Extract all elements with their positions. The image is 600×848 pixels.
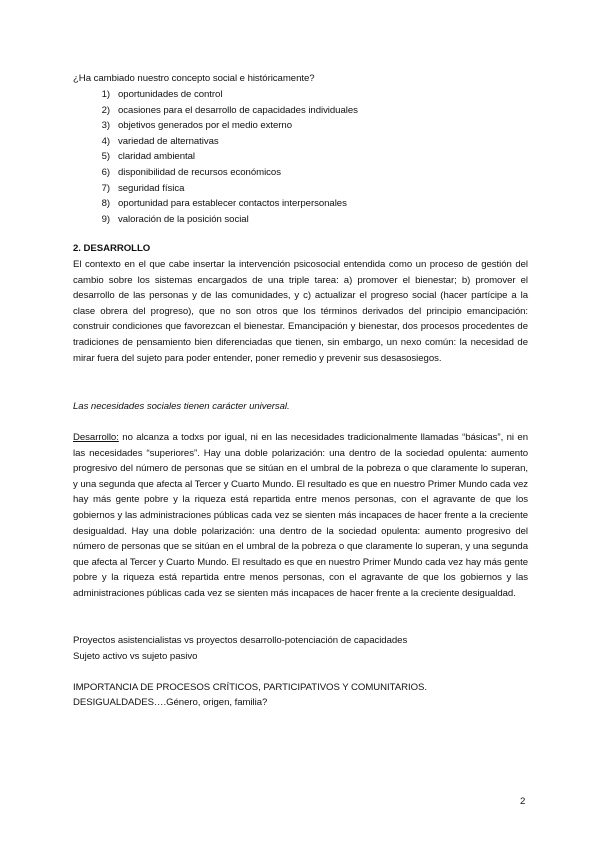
importance-line: IMPORTANCIA DE PROCESOS CRÍTICOS, PARTICIPATIVOS Y COMUNITARIOS. <box>73 682 427 693</box>
list-item <box>91 165 511 181</box>
list-item-number: 2) <box>101 104 110 116</box>
list-item-text: valoración de la posición social <box>118 213 249 225</box>
list-item <box>91 181 511 197</box>
subject-line: Sujeto activo vs sujeto pasivo <box>73 651 198 662</box>
intro-question: ¿Ha cambiado nuestro concepto social e históricamente? <box>73 73 315 84</box>
list-item-text: seguridad física <box>118 182 185 194</box>
list-item-number: 9) <box>101 213 110 225</box>
list-item-number: 3) <box>101 120 110 132</box>
numbered-list <box>91 87 511 227</box>
list-item <box>91 134 511 150</box>
paragraph-lead-label: Desarrollo: <box>73 432 119 443</box>
list-item-text: variedad de alternativas <box>118 135 219 147</box>
list-item <box>91 118 511 134</box>
list-item-number: 1) <box>101 89 110 100</box>
list-item-text: objetivos generados por el medio externo <box>118 120 292 132</box>
list-item-text: ocasiones para el desarrollo de capacidades individuales <box>118 104 358 116</box>
list-item-text: claridad ambiental <box>118 151 195 163</box>
list-item <box>91 87 511 103</box>
paragraph-context: El contexto en el que cabe insertar la intervención psicosocial entendida como un proceso de gestión del cambio sobre los sistemas encargados de una triple tarea: a) promover el bienestar; b) promover el desarrollo de las personas y de las comunidades, y c) actualizar el progreso social (hacer partícipe a la clase obrera del progreso), que no son otros que los términos derivados del principio emancipación: construir condiciones que favorezcan el bienestar. Emancipación y bienestar, dos procesos procedentes de tradiciones de pensamiento bien diferenciadas que tienen, sin embargo, un nexo común: la necesidad de mirar fuera del sujeto para poder entender, poner remedio y prevenir sus desasosiegos. <box>73 259 528 364</box>
list-item-number: 4) <box>101 135 110 147</box>
list-item <box>91 196 511 212</box>
section-heading: 2. DESARROLLO <box>73 243 151 254</box>
paragraph-body: no alcanza a todxs por igual, ni en las necesidades tradicionalmente llamadas “básicas”, ni en las necesidades “superiores”. Hay una doble polarización: una dentro de la sociedad opulenta: aumento progresivo del número de personas que se sitúan en el umbral de la pobreza o que claramente lo superan, y una segunda que afecta al Tercer y Cuarto Mundo. El resultado es que en nuestro Primer Mundo cada vez hay más gente pobre y la riqueza está repartida entre menos personas, con el agravante de que los gobiernos y las administraciones públicas cada vez se sienten más incapaces de hacer frente a la creciente desigualdad. Hay una doble polarización: una dentro de la sociedad opulenta: aumento progresivo del número de personas que se sitúan en el umbral de la pobreza o que claramente lo superan, y una segunda que afecta al Tercer y Cuarto Mundo. El resultado es que en nuestro Primer Mundo cada vez hay más gente pobre y la riqueza está repartida entre menos personas, con el agravante de que los gobiernos y las administraciones públicas cada vez se sienten más incapaces de hacer frente a la creciente desigualdad. <box>73 432 528 599</box>
list-item-text: oportunidad para establecer contactos interpersonales <box>118 198 347 210</box>
list-item <box>91 212 511 228</box>
list-item-number: 7) <box>101 182 110 194</box>
paragraph-development <box>73 430 528 602</box>
projects-line: Proyectos asistencialistas vs proyectos desarrollo-potenciación de capacidades <box>73 635 408 646</box>
inequalities-line: DESIGUALDADES….Género, origen, familia? <box>73 697 268 708</box>
list-item <box>91 149 511 165</box>
list-item <box>91 103 511 119</box>
list-item-text: disponibilidad de recursos económicos <box>118 166 281 178</box>
list-item-number: 5) <box>101 151 110 163</box>
list-item-number: 6) <box>101 166 110 178</box>
italic-statement: Las necesidades sociales tienen carácter universal. <box>73 401 290 412</box>
page-number: 2 <box>520 796 526 807</box>
list-item-number: 8) <box>101 198 110 210</box>
list-item-text: oportunidades de control <box>118 89 223 100</box>
